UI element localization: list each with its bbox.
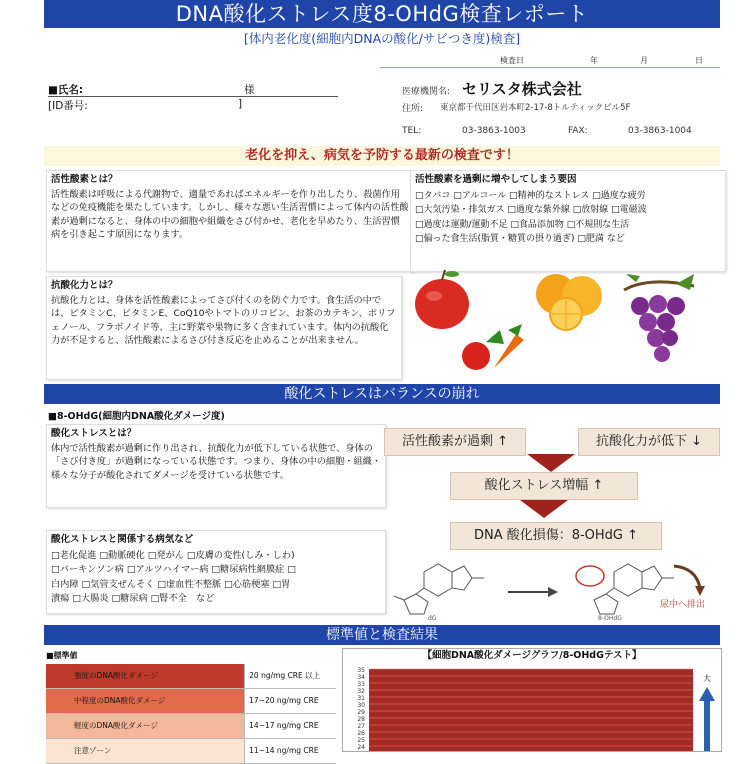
clinic-name: セリスタ株式会社 — [462, 80, 582, 98]
chart-svg — [343, 663, 721, 751]
ohdg-mol-label: 8-OHdG — [598, 615, 622, 622]
tel-label: TEL: — [402, 126, 422, 136]
patient-name-label: ■氏名: — [48, 84, 84, 96]
active-oxygen-body: 活性酸素は呼吸による代謝物で、適量であればエネルギーを作り出したり、殺菌作用などの免疫機能を果たしています。しかし、様々な悪い生活習慣によって体内の活性酸素が過剰になると、身体の中の細胞や組織をさび付かせ、老化を早めたり、生活習慣病を引き起こす原因になります。 — [51, 188, 409, 240]
date-day: 日 — [695, 56, 703, 65]
report-subtitle: [体内老化度(細胞内DNAの酸化/サビつき度)検査] — [243, 31, 521, 46]
chart-y-tick-label: 35 — [357, 667, 365, 674]
standard-row — [46, 689, 336, 714]
diseases-heading: 酸化ストレスと関係する病気など — [51, 534, 194, 545]
chart-y-tick-label: 27 — [357, 723, 365, 730]
address-label: 住所: — [402, 104, 424, 114]
flow-arrow-down — [520, 500, 568, 518]
chart-scale-label: 大 — [703, 674, 711, 683]
diseases-row: □パーキンソン病 □アルツハイマー病 □糖尿病性網膜症 □ — [51, 564, 296, 575]
report-title: DNA酸化ストレス度8-OHdG検査レポート — [44, 0, 720, 28]
chart-y-tick-label: 33 — [357, 681, 365, 688]
flow-dna-damage-box: DNA 酸化損傷：8-OHdG ↑ — [450, 522, 662, 550]
date-month: 月 — [640, 56, 648, 65]
excretion-label: 尿中へ排出 — [660, 600, 706, 610]
standard-row — [46, 714, 336, 739]
excretion-arrow — [674, 566, 700, 588]
oxidative-stress-body: 体内で活性酸素が過剰に作り出され、抗酸化力が低下している状態で、身体の「さび付き度」が過剰になっている状態です。つまり、身体の中の細胞・組織・様々な分子が酸化されてダメージを受けている状態です。 — [51, 442, 382, 481]
patient-id-label: [ID番号: — [48, 100, 88, 112]
chart-scale-arrow — [704, 699, 710, 751]
chart-y-tick-label: 28 — [357, 716, 365, 723]
standard-value: 17~20 ng/mg CRE — [244, 689, 336, 713]
active-oxygen-panel — [46, 170, 414, 272]
diseases-panel — [46, 530, 386, 614]
standards-table — [46, 664, 336, 764]
antioxidant-heading: 抗酸化力とは？ — [51, 280, 118, 291]
chart-y-tick-label: 30 — [357, 702, 365, 709]
chart-title: 【細胞DNA酸化ダメージグラフ/8-OHdGテスト】 — [422, 650, 642, 661]
chart-y-tick-label: 29 — [357, 709, 365, 716]
chart-y-tick-label: 26 — [357, 730, 365, 737]
diseases-row: □老化促進 □動脈硬化 □発がん □皮膚の変性(しみ・しわ) — [51, 549, 295, 561]
standard-label: 強度のDNA酸化ダメージ — [46, 664, 244, 688]
factors-row: □過度は運動/運動不足 □食品添加物 □不規則な生活 — [415, 219, 630, 230]
section-results-title: 標準値と検査結果 — [44, 625, 720, 645]
chart-y-tick-label: 34 — [357, 674, 365, 681]
flow-antioxidant-box: 抗酸化力が低下 ↓ — [578, 428, 720, 456]
standards-heading: ■標準値 — [46, 651, 78, 660]
chart-scale-arrowhead — [699, 687, 715, 701]
dg-molecule-icon — [394, 564, 484, 614]
clinic-fax: 03-3863-1004 — [628, 126, 692, 136]
reaction-arrowhead — [548, 587, 558, 597]
factors-heading: 活性酸素を過剰に増やしてしまう要因 — [415, 174, 577, 185]
dg-label: dG — [428, 615, 437, 622]
factors-row: □偏った食生活(脂質・糖質の摂り過ぎ) □肥満 など — [415, 234, 625, 244]
fax-label: FAX: — [568, 126, 588, 136]
apple-icon — [415, 270, 469, 329]
section-balance-title: 酸化ストレスはバランスの崩れ — [44, 384, 720, 404]
fruit-illustrations — [404, 268, 720, 378]
vegetables-icon — [462, 324, 524, 370]
oh-highlight — [576, 566, 604, 586]
chart-y-tick-label: 25 — [357, 737, 365, 744]
patient-id-close: ] — [238, 98, 243, 110]
standard-label: 軽度のDNA酸化ダメージ — [46, 714, 244, 738]
clinic-address: 東京都千代田区岩本町2-17-8トルティックビル5F — [440, 103, 631, 113]
standard-value: 11~14 ng/mg CRE — [244, 739, 336, 763]
standard-row — [46, 664, 336, 689]
standard-label: 中程度のDNA酸化ダメージ — [46, 689, 244, 713]
antioxidant-body: 抗酸化力とは、身体を活性酸素によってさび付くのを防ぐ力です。食生活の中では、ビタミンC、ビタミンE、CoQ10やトマトのリコピン、お茶のカテキン、ポリフェノール、フラボノイド等、主に野菜や果物に多く含まれています。体内の抗酸化力が不足すると、活性酸素によるさび付き反応を止めることが出来ません。 — [51, 294, 396, 346]
date-year: 年 — [590, 56, 598, 65]
active-oxygen-heading: 活性酸素とは？ — [51, 174, 118, 185]
exam-date-line — [380, 55, 720, 68]
factors-row: □タバコ □アルコール □精神的なストレス □過度な疲労 — [415, 190, 646, 201]
oxidative-stress-panel — [46, 424, 386, 508]
standard-row — [46, 739, 336, 764]
factors-panel — [410, 170, 726, 272]
diseases-row: 白内障 □気管支ぜんそく □虚血性不整脈 □心筋梗塞 □胃 — [51, 578, 291, 590]
clinic-label: 医療機関名: — [402, 87, 451, 97]
oxidative-stress-heading: 酸化ストレスとは？ — [51, 428, 137, 439]
diseases-row: 潰瘍 □大腸炎 □糖尿病 □腎不全 など — [51, 593, 215, 604]
factors-row: □大気汚染・排気ガス □過度な紫外線 □放射線 □電磁波 — [415, 205, 647, 215]
grape-icon — [624, 274, 694, 362]
flow-arrow-down — [527, 454, 575, 472]
molecule-diagram — [384, 552, 720, 622]
patient-name-row[interactable] — [48, 82, 338, 97]
chart-y-tick-label: 31 — [357, 695, 365, 702]
antioxidant-panel — [46, 276, 402, 380]
patient-name-suffix: 様 — [244, 84, 255, 96]
chart-y-tick-label: 32 — [357, 688, 365, 695]
patient-id-row[interactable] — [48, 98, 338, 112]
flow-active-oxygen-box: 活性酸素が過剰 ↑ — [384, 428, 526, 456]
ohdg-label: ■8-OHdG(細胞内DNA酸化ダメージ度) — [48, 411, 225, 422]
chart-panel — [342, 648, 722, 752]
excretion-arrowhead — [695, 586, 705, 596]
standard-value: 14~17 ng/mg CRE — [244, 714, 336, 738]
tagline: 老化を抑え、病気を予防する最新の検査です！ — [44, 146, 720, 166]
clinic-tel: 03-3863-1003 — [462, 126, 526, 136]
orange-icon — [536, 274, 602, 330]
flow-stress-box: 酸化ストレス増幅 ↑ — [450, 472, 638, 500]
standard-label: 注意ゾーン — [46, 739, 244, 763]
chart-y-tick-label: 24 — [357, 744, 365, 751]
standard-value: 20 ng/mg CRE 以上 — [244, 664, 336, 688]
date-label: 検査日 — [500, 56, 524, 65]
